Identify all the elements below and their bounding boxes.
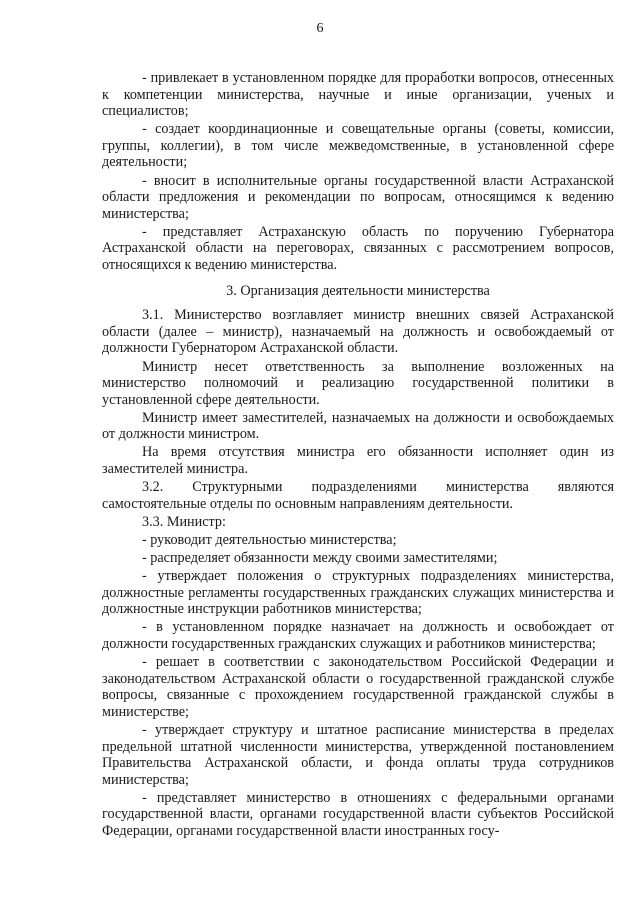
section-title: 3. Организация деятельности министерства bbox=[226, 282, 490, 299]
paragraph: - решает в соответствии с законодательством Российской Федерации и законодательством Астраханской области о государственной гражданской службе вопросы, связанные с прохождением государственной гражданской службы в министерстве; bbox=[102, 654, 614, 720]
paragraph: - в установленном порядке назначает на должность и освобождает от должности государственных гражданских служащих и работников министерства; bbox=[102, 619, 614, 652]
paragraph: - создает координационные и совещательные органы (советы, комиссии, группы, коллегии), в том числе межведомственные, в установленной сфере деятельности; bbox=[102, 121, 614, 171]
paragraph: - привлекает в установленном порядке для проработки вопросов, отнесенных к компетенции министерства, научные и иные организации, ученых и специалистов; bbox=[102, 70, 614, 120]
paragraph: - утверждает структуру и штатное расписание министерства в пределах предельной штатной численности министерства, утвержденной постановлением Правительства Астраханской области, и фонда оплаты труда сотрудников министерства; bbox=[102, 721, 614, 788]
paragraph: 3.2. Структурными подразделениями министерства являются самостоятельные отделы по основным направлениям деятельности. bbox=[102, 479, 614, 512]
paragraph: - представляет Астраханскую область по поручению Губернатора Астраханской области на переговорах, связанных с рассмотрением вопросов, относящихся к ведению министерства. bbox=[102, 223, 614, 274]
paragraph: Министр имеет заместителей, назначаемых на должности и освобождаемых от должности министром. bbox=[102, 409, 614, 443]
paragraph: - представляет министерство в отношениях с федеральными органами государственной власти, органами государственной власти субъектов Российской Федерации, органами государственной власти иностранных госу- bbox=[102, 789, 614, 840]
paragraph: 3.3. Министр: bbox=[142, 513, 226, 530]
paragraph: - руководит деятельностью министерства; bbox=[142, 531, 397, 548]
paragraph: 3.1. Министерство возглавляет министр внешних связей Астраханской области (далее – министр), назначаемый на должность и освобождаемый от должности Губернатором Астраханской области. bbox=[102, 307, 614, 357]
paragraph: - распределяет обязанности между своими заместителями; bbox=[142, 550, 498, 567]
paragraph: - вносит в исполнительные органы государственной власти Астраханской области предложения и рекомендации по вопросам, относящимся к ведению министерства; bbox=[102, 172, 614, 222]
paragraph: На время отсутствия министра его обязанности исполняет один из заместителей министра. bbox=[102, 444, 614, 478]
document-body bbox=[102, 70, 614, 841]
paragraph: Министр несет ответственность за выполнение возложенных на министерство полномочий и реализацию государственной политики в установленной сфере деятельности. bbox=[102, 358, 614, 408]
paragraph: - утверждает положения о структурных подразделениях министерства, должностные регламенты государственных гражданских служащих министерства и должностные инструкции работников министерства; bbox=[102, 568, 614, 618]
page-number: 6 bbox=[316, 21, 324, 36]
